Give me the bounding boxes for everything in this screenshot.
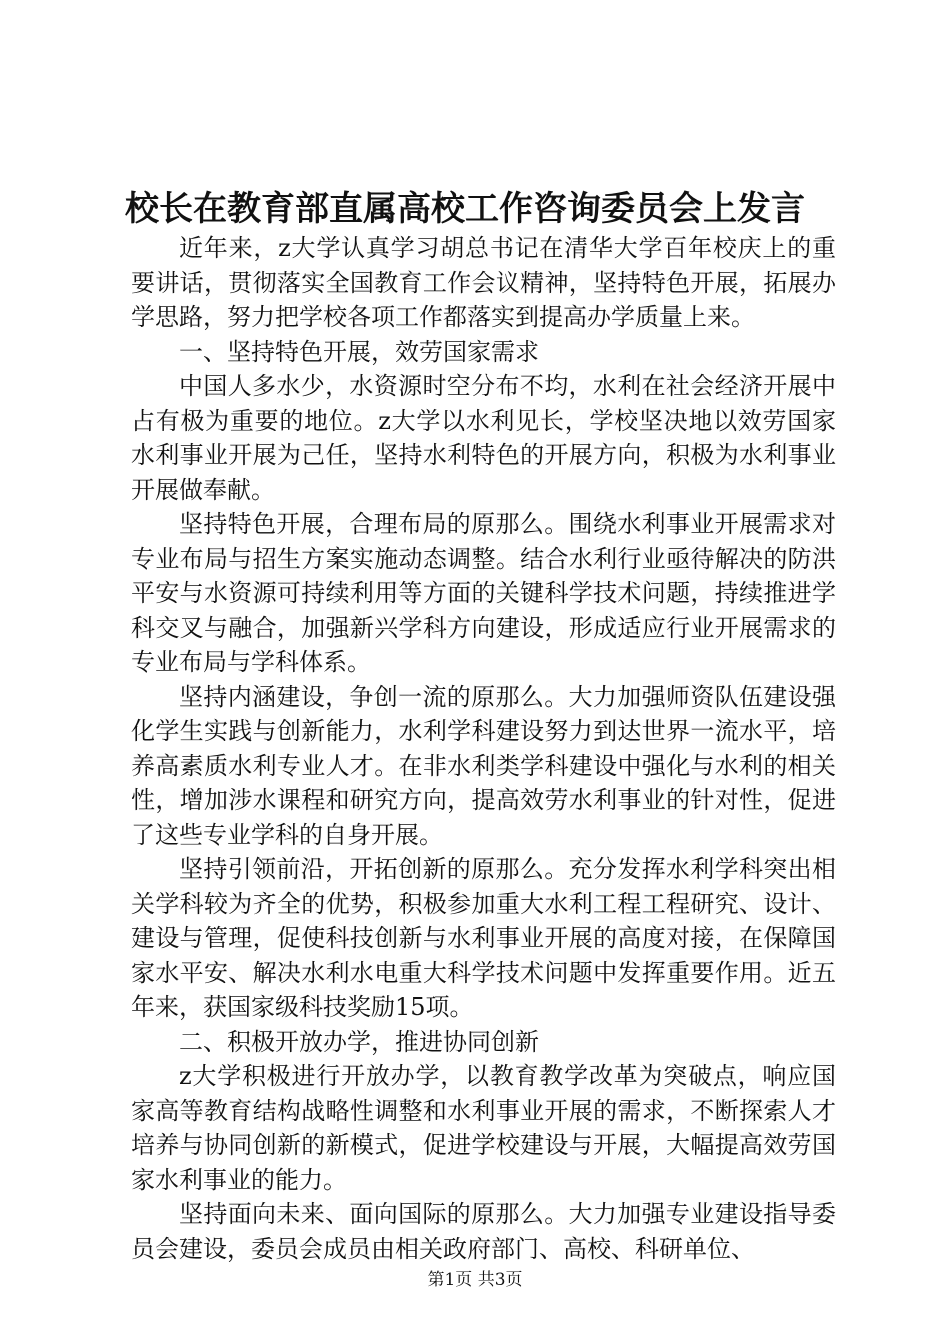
document-body	[131, 231, 836, 1266]
page-number-footer: 第1页 共3页	[427, 1270, 523, 1290]
document-title: 校长在教育部直属高校工作咨询委员会上发言	[125, 189, 805, 229]
section-heading: 一、坚持特色开展，效劳国家需求	[179, 337, 539, 366]
paragraph: 近年来，z大学认真学习胡总书记在清华大学百年校庆上的重要讲话，贯彻落实全国教育工作会议精神，坚持特色开展，拓展办学思路，努力把学校各项工作都落实到提高办学质量上来。	[131, 234, 836, 331]
paragraph: 坚持引领前沿，开拓创新的原那么。充分发挥水利学科突出相关学科较为齐全的优势，积极参加重大水利工程工程研究、设计、建设与管理，促使科技创新与水利事业开展的高度对接，在保障国家水平安、解决水利水电重大科学技术问题中发挥重要作用。近五年来，获国家级科技奖励15项。	[131, 855, 836, 1021]
paragraph: z大学积极进行开放办学，以教育教学改革为突破点，响应国家高等教育结构战略性调整和水利事业开展的需求，不断探索人才培养与协同创新的新模式，促进学校建设与开展，大幅提高效劳国家水利事业的能力。	[131, 1062, 836, 1194]
paragraph: 坚持特色开展，合理布局的原那么。围绕水利事业开展需求对专业布局与招生方案实施动态调整。结合水利行业亟待解决的防洪平安与水资源可持续利用等方面的关键科学技术问题，持续推进学科交叉与融合，加强新兴学科方向建设，形成适应行业开展需求的专业布局与学科体系。	[131, 510, 836, 676]
section-heading: 二、积极开放办学，推进协同创新	[179, 1027, 539, 1056]
paragraph: 坚持面向未来、面向国际的原那么。大力加强专业建设指导委员会建设，委员会成员由相关政府部门、高校、科研单位、	[131, 1200, 836, 1263]
paragraph: 中国人多水少，水资源时空分布不均，水利在社会经济开展中占有极为重要的地位。z大学以水利见长，学校坚决地以效劳国家水利事业开展为己任，坚持水利特色的开展方向，积极为水利事业开展做奉献。	[131, 372, 836, 504]
paragraph: 坚持内涵建设，争创一流的原那么。大力加强师资队伍建设强化学生实践与创新能力，水利学科建设努力到达世界一流水平，培养高素质水利专业人才。在非水利类学科建设中强化与水利的相关性，增加涉水课程和研究方向，提高效劳水利事业的针对性，促进了这些专业学科的自身开展。	[131, 682, 836, 849]
